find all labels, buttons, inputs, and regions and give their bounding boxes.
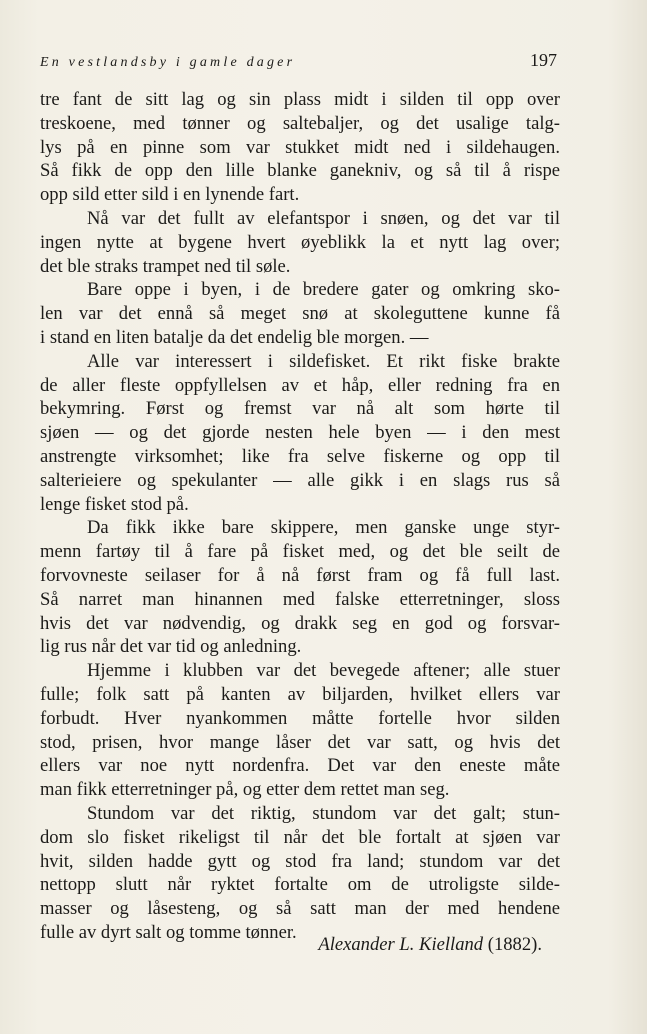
text-line: Så narret man hinannen med falske etterretninger, sloss [40,588,560,610]
text-line: lig rus når det var tid og anledning. [40,636,302,658]
text-line: fulle av dyrt salt og tomme tønner. [40,921,297,943]
text-line: stod, prisen, hvor mange låser det var satt, og hvis det [40,731,560,753]
page-header [40,50,557,71]
text-line: anstrengte virksomhet; like fra selve fiskerne og opp til [40,445,560,467]
text-line: det ble straks trampet ned til søle. [40,255,291,277]
signature [40,934,542,956]
paragraph [40,207,560,278]
text-line: ingen nytte at bygene hvert øyeblikk la et nytt lag over; [40,231,560,253]
text-line: menn fartøy til å fare på fisket med, og det ble seilt de [40,541,560,563]
text-line: opp sild etter sild i en lynende fart. [40,184,300,206]
text-line: Hjemme i klubben var det bevegede aftener; alle stuer [87,660,560,682]
page-number: 197 [530,50,557,70]
text-line: Da fikk ikke bare skippere, men ganske unge styr- [87,517,560,539]
text-line: len var det ennå så meget snø at skoleguttene kunne få [40,303,560,325]
paragraph [40,350,560,517]
paragraph [40,516,560,659]
paragraph [40,802,560,945]
text-line: de aller fleste oppfyllelsen av et håp, eller redning fra en [40,374,560,396]
text-line: man fikk etterretninger på, og etter dem rettet man seg. [40,779,450,801]
text-line: nettopp slutt når ryktet fortalte om de utroligste silde- [40,874,560,896]
text-line: masser og låsesteng, og så satt man der med hendene [40,898,560,920]
text-line: hvit, silden hadde gytt og stod fra land; stundom var det [40,850,560,872]
text-line: bekymring. Først og fremst var nå alt som hørte til [40,398,560,420]
running-head: En vestlandsby i gamle dager [40,55,296,70]
paragraph [40,278,560,349]
paragraph [40,659,560,802]
body-text [40,88,560,945]
text-line: dom slo fisket rikeligst til når det ble fortalt at sjøen var [40,826,560,848]
text-line: ellers var noe nytt nordenfra. Det var den eneste måte [40,755,560,777]
text-line: Alle var interessert i sildefisket. Et rikt fiske brakte [87,350,560,372]
text-line: Så fikk de opp den lille blanke ganekniv, og så til å rispe [40,160,560,182]
text-line: forvovneste seilaser for å nå først fram og få full last. [40,564,560,586]
text-line: salterieiere og spekulanter — alle gikk i en slags rus så [40,469,560,491]
signature-author: Alexander L. Kielland [318,934,484,955]
text-line: i stand en liten batalje da det endelig ble morgen. — [40,326,429,348]
text-line: Stundom var det riktig, stundom var det galt; stun- [87,802,560,824]
text-line: lenge fisket stod på. [40,493,189,515]
text-line: hvis det var nødvendig, og drakk seg en god og forsvar- [40,612,560,634]
paragraph [40,88,560,207]
text-line: lys på en pinne som var stukket midt ned i sildehaugen. [40,136,560,158]
text-line: sjøen — og det gjorde nesten hele byen — i den mest [40,422,560,444]
text-line: tre fant de sitt lag og sin plass midt i silden til opp over [40,89,560,110]
signature-year: (1882). [487,934,542,955]
text-line: fulle; folk satt på kanten av biljarden, hvilket ellers var [40,683,560,705]
text-line: Bare oppe i byen, i de bredere gater og omkring sko- [87,279,560,301]
text-line: treskoene, med tønner og saltebaljer, og det usalige talg- [40,112,560,134]
text-line: forbudt. Hver nyankommen måtte fortelle hvor silden [40,707,560,729]
text-line: Nå var det fullt av elefantspor i snøen, og det var til [87,207,560,229]
